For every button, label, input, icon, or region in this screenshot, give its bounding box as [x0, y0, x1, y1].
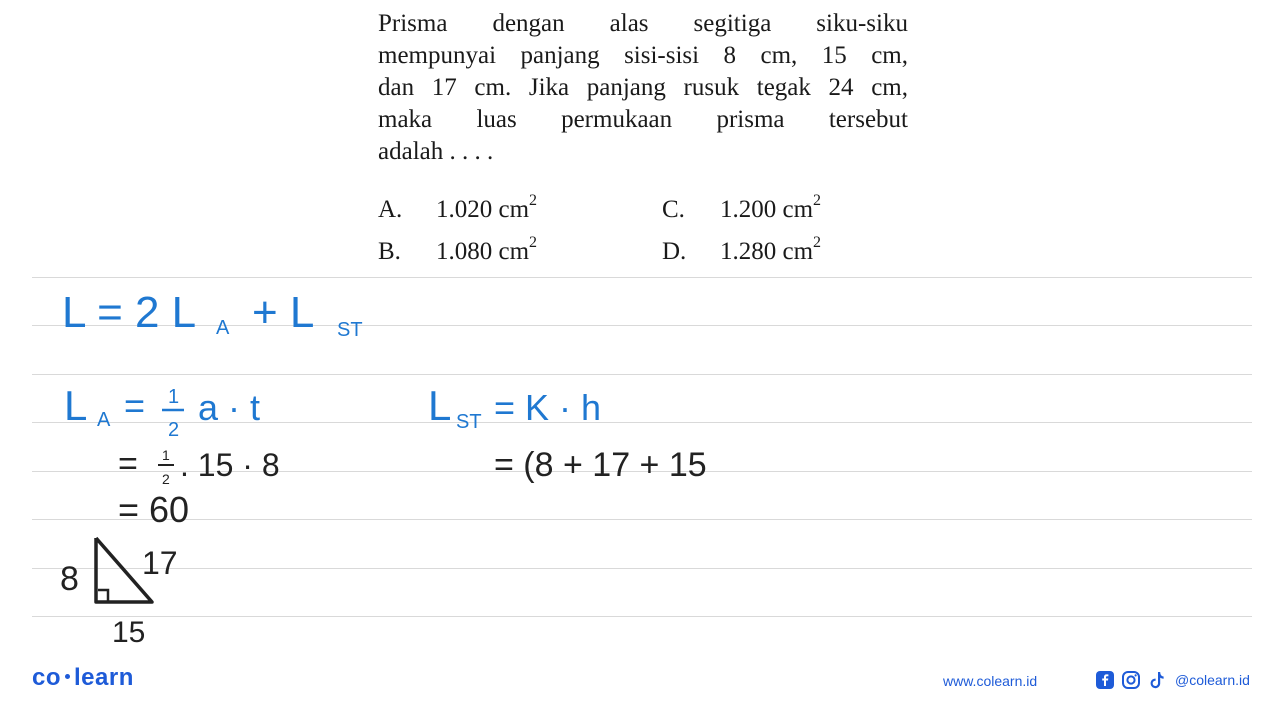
lst-step1: = (8 + 17 + 15: [494, 446, 707, 484]
formula-main: L = 2 L: [62, 288, 197, 337]
social-handle: @colearn.id: [1175, 672, 1250, 688]
option-value: 1.020 cm: [436, 196, 530, 223]
la-sub: A: [97, 409, 111, 431]
la-step1-rhs: . 15 · 8: [180, 447, 280, 483]
formula-main-sub2: ST: [337, 319, 363, 341]
tiktok-icon: [1147, 670, 1167, 690]
formula-main-sub: A: [216, 317, 230, 339]
la-step2: = 60: [118, 489, 190, 530]
la-label: L: [64, 382, 88, 429]
option-exponent: 2: [529, 234, 538, 251]
la-step1-eq: =: [118, 445, 138, 483]
lst-label: L: [428, 382, 452, 429]
triangle-side-hypotenuse: 17: [142, 545, 178, 581]
option-value: 1.200 cm: [720, 196, 814, 223]
question-line: maka luas permukaan prisma tersebut: [378, 106, 908, 133]
facebook-icon: [1095, 670, 1115, 690]
colearn-logo: [32, 664, 134, 692]
instagram-icon: [1121, 670, 1141, 690]
option-letter: B.: [378, 238, 401, 265]
question-line: dan 17 cm. Jika panjang rusuk tegak 24 cm,: [378, 74, 908, 101]
option-letter: C.: [662, 196, 685, 223]
option-exponent: 2: [529, 192, 538, 209]
logo-dot: [65, 674, 70, 679]
triangle-side-left: 8: [60, 560, 79, 598]
right-angle-mark: [98, 590, 108, 602]
triangle-sketch: [60, 538, 178, 649]
question-line: Prisma dengan alas segitiga siku-siku: [378, 10, 908, 37]
logo-left: co: [32, 664, 62, 691]
la-rhs: a · t: [198, 387, 261, 428]
option-letter: A.: [378, 196, 403, 223]
option-exponent: 2: [813, 192, 822, 209]
option-exponent: 2: [813, 234, 822, 251]
question-line: adalah . . . .: [378, 138, 494, 165]
lst-rhs: = K · h: [494, 387, 602, 428]
lst-sub: ST: [456, 411, 482, 433]
triangle-side-bottom: 15: [112, 616, 146, 649]
formula-main-plus: + L: [252, 288, 315, 337]
la-step1-frac-den: 2: [162, 471, 170, 487]
la-step1-frac-num: 1: [162, 447, 170, 463]
la-eq: =: [124, 385, 146, 426]
footer-url: www.colearn.id: [943, 673, 1038, 689]
la-frac-num: 1: [168, 386, 180, 408]
option-value: 1.080 cm: [436, 238, 530, 265]
option-letter: D.: [662, 238, 687, 265]
social-links: [1095, 670, 1250, 690]
question-line: mempunyai panjang sisi-sisi 8 cm, 15 cm,: [378, 42, 908, 69]
la-frac-den: 2: [168, 419, 180, 441]
logo-right: learn: [74, 664, 134, 691]
option-value: 1.280 cm: [720, 238, 814, 265]
